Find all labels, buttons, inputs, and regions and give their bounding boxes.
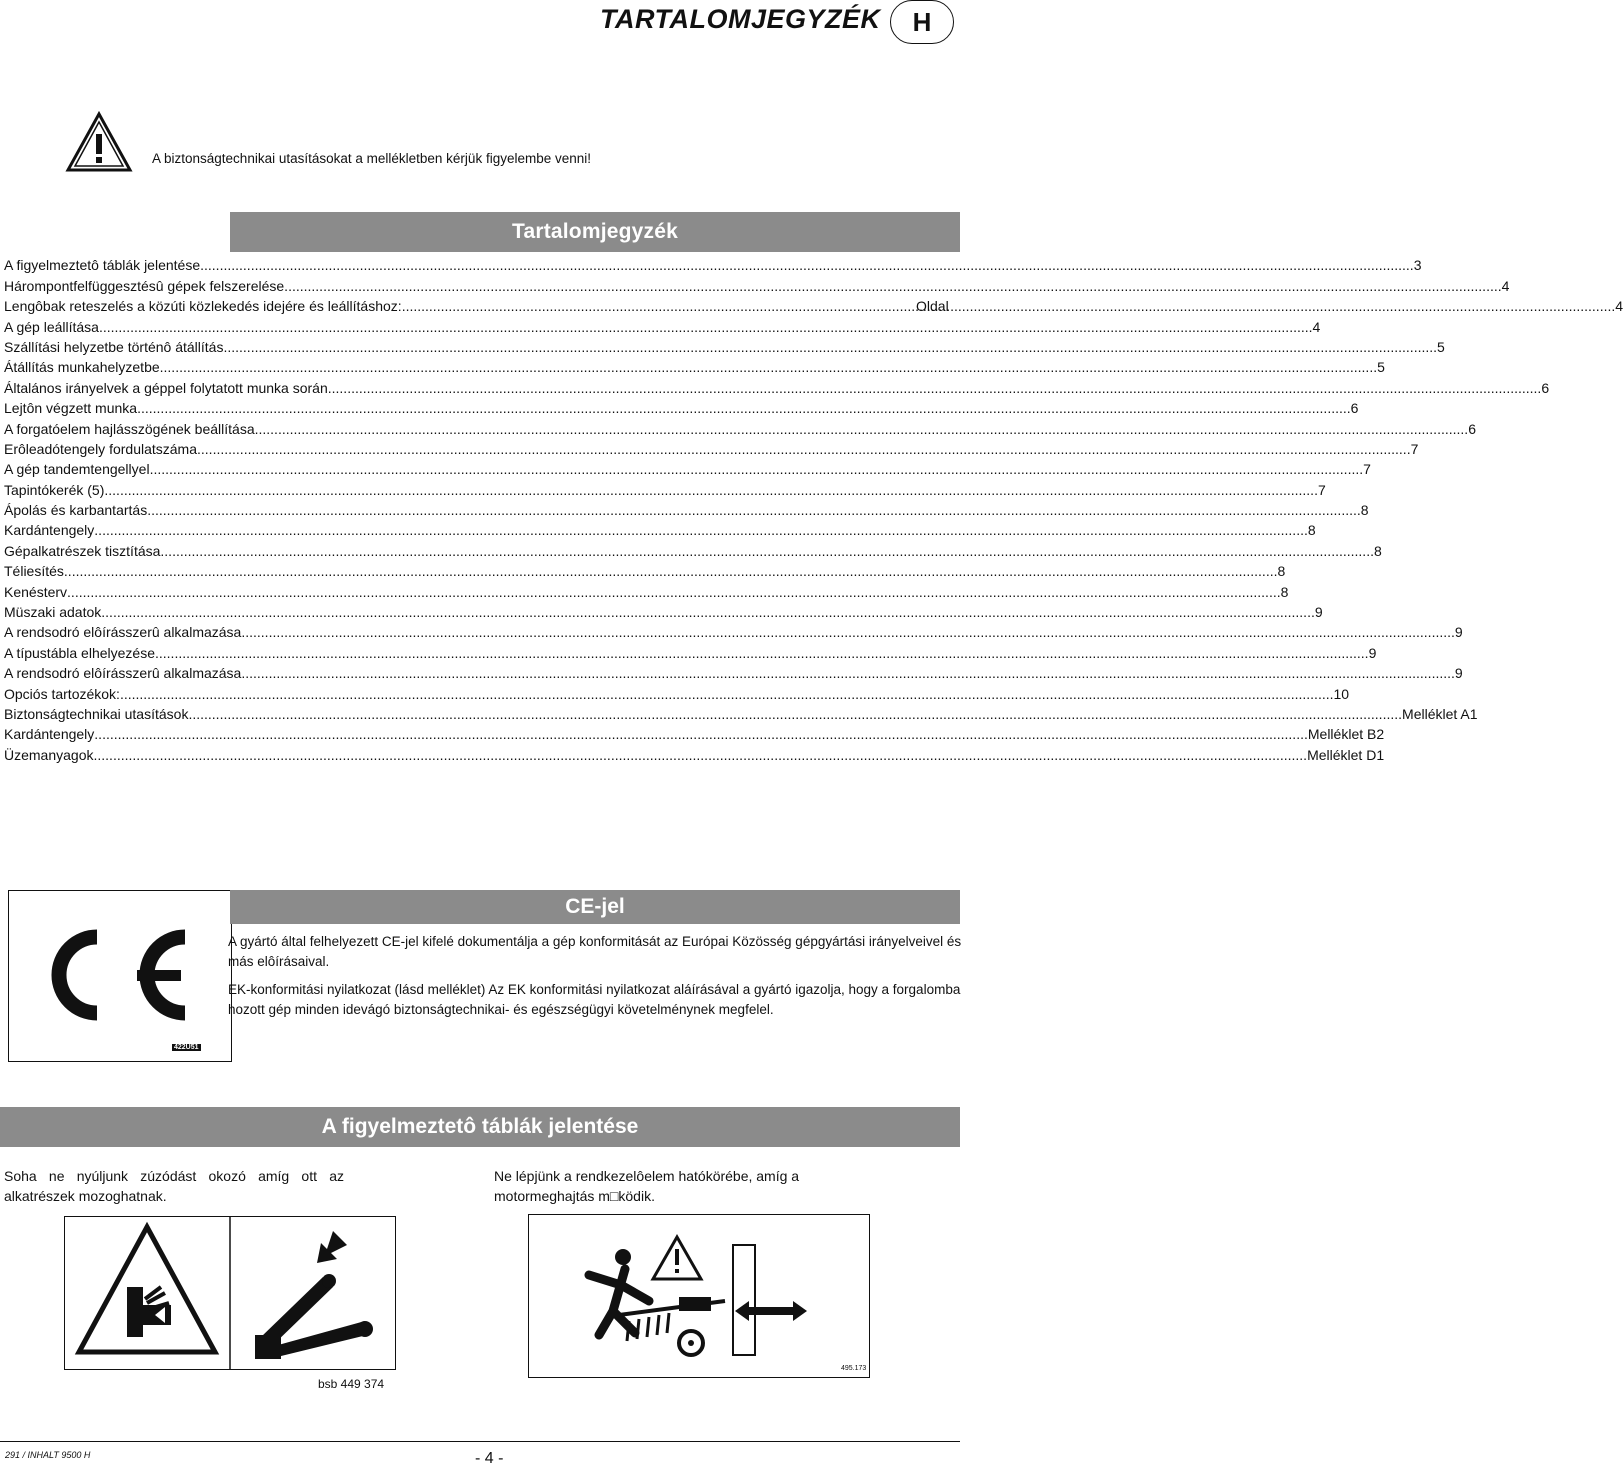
toc-entry-page: 6	[1541, 379, 1550, 396]
toc-entry-page: 6	[1350, 400, 1359, 417]
toc-entry-title: Kenésterv	[4, 583, 68, 600]
toc-entry-page: 5	[1377, 359, 1385, 376]
stay-clear-sign	[528, 1214, 870, 1378]
toc-entry	[4, 518, 1316, 539]
toc-entry-title: Üzemanyagok	[4, 746, 94, 763]
toc-entry-title: A rendsodró elôírásszerû alkalmazása	[4, 665, 242, 682]
toc-entry-page: 6	[1468, 420, 1476, 437]
toc-entry	[4, 416, 1476, 437]
toc-page-column-label: Oldal	[916, 298, 949, 314]
stay-clear-icon	[529, 1215, 869, 1377]
toc-entry-title: Átállítás munkahelyzetbe.	[4, 359, 164, 376]
toc-heading: Tartalomjegyzék	[230, 212, 960, 252]
toc-entry-title: Szállítási helyzetbe történô átállítás	[4, 338, 224, 355]
ce-paragraph-2: EK-konformitási nyilatkozat (lásd melléklet) Az EK konformitási nyilatkozat aláírásával a gyártó igazolja, hogy a forgalomba hozott gép minden idevágó biztonságtechnikai- és egészségügyi követelménynek megfelel.	[228, 982, 961, 1017]
toc-leader-dots	[104, 482, 1318, 498]
footer-doc-ref: 291 / INHALT 9500 H	[5, 1450, 91, 1460]
toc-entry	[4, 355, 1385, 376]
crush-hazard-icon	[65, 1217, 395, 1369]
toc-entry	[4, 640, 1377, 661]
toc-entry	[4, 661, 1463, 682]
ce-logo-code: 422U51	[174, 1044, 199, 1051]
toc-leader-dots	[150, 461, 1364, 477]
toc-entry-title: Hárompontfelfüggesztésû gépek felszerelése.	[4, 277, 289, 294]
toc-entry-page: 4	[1501, 277, 1510, 294]
toc-entry-page: 8	[1277, 563, 1286, 580]
toc-entry-page: 8	[1280, 583, 1289, 600]
toc-leader-dots	[94, 726, 1308, 742]
toc-leader-dots	[188, 706, 1402, 722]
toc-entry-page: 10	[1333, 685, 1350, 702]
toc-entry	[4, 253, 1422, 274]
warning-triangle-icon	[66, 112, 132, 172]
toc-entry	[4, 294, 1623, 315]
toc-leader-dots	[155, 645, 1369, 661]
toc-entry	[4, 498, 1369, 519]
toc-entry	[4, 273, 1510, 294]
toc-entry	[4, 437, 1419, 457]
toc-leader-dots	[64, 563, 1278, 579]
toc-entry-title: A gép leállítása	[4, 318, 99, 335]
toc-entry	[4, 579, 1289, 600]
toc-leader-dots	[160, 543, 1374, 559]
toc-entry	[4, 702, 1478, 722]
ce-logo-frame	[8, 890, 232, 1062]
toc-entry-page: 9	[1368, 644, 1377, 661]
toc-leader-dots	[402, 298, 1616, 314]
toc-leader-dots	[94, 747, 1308, 763]
toc-entry	[4, 335, 1445, 355]
toc-entry-title: Lejtôn végzett munka	[4, 400, 138, 417]
toc-leader-dots	[99, 319, 1313, 335]
page-title: TARTALOMJEGYZÉK	[600, 4, 881, 34]
toc-leader-dots	[94, 522, 1308, 538]
toc-entry-page: 8	[1360, 502, 1369, 519]
toc-entry-page: 7	[1363, 461, 1371, 478]
toc-entry-page: 5	[1437, 338, 1445, 355]
toc-entry-page: Melléklet A1	[1402, 705, 1478, 722]
toc-entry	[4, 457, 1371, 478]
toc-entry-page: Melléklet D1	[1307, 746, 1385, 763]
safety-note: A biztonságtechnikai utasításokat a mellékletben kérjük figyelembe venni!	[152, 151, 592, 166]
toc-entry	[4, 396, 1359, 417]
toc-entry-page: 4	[1615, 298, 1623, 315]
toc-entry-title: A rendsodró elôírásszerû alkalmazása	[4, 624, 242, 641]
toc-leader-dots	[137, 400, 1351, 416]
toc-entry-page: 9	[1454, 665, 1463, 682]
toc-leader-dots	[101, 604, 1315, 620]
sign2-code: 495.173	[841, 1365, 867, 1372]
toc-entry-page: 9	[1454, 624, 1463, 641]
toc-entry-page: 8	[1307, 522, 1316, 539]
footer-divider	[0, 1441, 960, 1442]
toc-entry-title: A típustábla elhelyezése	[4, 644, 155, 661]
toc-entry-page: 9	[1314, 604, 1323, 621]
toc-leader-dots	[241, 624, 1455, 640]
crush-hazard-sign	[64, 1216, 396, 1370]
toc-entry-title: Általános irányelvek a géppel folytatott munka során	[4, 379, 328, 396]
toc-entry-title: Biztonságtechnikai utasítások	[4, 705, 189, 722]
toc-entry-title: Opciós tartozékok:	[4, 685, 120, 702]
toc-entry	[4, 314, 1321, 335]
sign2-description: Ne lépjünk a rendkezelôelem hatókörébe, amíg a motormeghajtás m□ködik.	[494, 1168, 800, 1204]
toc-entry	[4, 559, 1286, 580]
toc-entry-title: Tapintókerék (5)	[4, 481, 105, 498]
toc-leader-dots	[241, 665, 1455, 681]
toc-leader-dots	[67, 584, 1281, 600]
sign1-code: bsb 449 374	[318, 1377, 385, 1391]
ce-heading: CE-jel	[230, 890, 960, 924]
toc-entry	[4, 538, 1382, 559]
toc-entry-page: 4	[1312, 318, 1321, 335]
toc-entry-title: A forgatóelem hajlásszögének beállítása	[4, 420, 255, 437]
toc-entry-page: Melléklet B2	[1307, 726, 1385, 743]
toc-entry-title: Téliesítés	[4, 563, 64, 580]
toc-list	[4, 253, 1623, 763]
toc-leader-dots	[164, 359, 1378, 375]
language-badge: H	[890, 0, 954, 44]
ce-paragraph-1: A gyártó által felhelyezett CE-jel kifelé dokumentálja a gép konformitását az Európai Közösség gépgyártási irányelveivel és más elôírásaival.	[228, 934, 962, 969]
toc-leader-dots	[288, 278, 1502, 294]
toc-leader-dots	[147, 502, 1361, 518]
ce-mark-icon	[9, 891, 231, 1061]
toc-entry-title: Kardántengely	[4, 522, 95, 539]
toc-entry	[4, 375, 1550, 396]
toc-leader-dots	[200, 257, 1414, 273]
footer-page-number: - 4 -	[475, 1450, 504, 1467]
toc-entry-title: Müszaki adatok	[4, 604, 102, 621]
warning-signs-heading: A figyelmeztetô táblák jelentése	[0, 1107, 960, 1147]
toc-leader-dots	[197, 441, 1411, 457]
toc-entry-title: Kardántengely	[4, 726, 95, 743]
toc-entry-page: 7	[1410, 440, 1419, 457]
toc-leader-dots	[328, 380, 1542, 396]
toc-entry-title: A gép tandemtengellyel	[4, 461, 150, 478]
toc-entry	[4, 477, 1326, 498]
toc-entry	[4, 600, 1323, 621]
toc-leader-dots	[223, 339, 1437, 355]
toc-leader-dots	[120, 686, 1334, 702]
toc-entry	[4, 681, 1350, 702]
toc-entry-page: 3	[1413, 257, 1422, 274]
toc-entry-title: Erôleadótengely fordulatszáma	[4, 440, 198, 457]
toc-entry	[4, 620, 1463, 641]
toc-entry-title: A figyelmeztetô táblák jelentése	[4, 257, 201, 274]
toc-entry-title: Gépalkatrészek tisztítása	[4, 542, 161, 559]
sign1-description: Soha ne nyúljunk zúzódást okozó amíg ott az alkatrészek mozoghatnak.	[4, 1168, 344, 1204]
toc-entry-title: Lengôbak reteszelés a közúti közlekedés idejére és leállításhoz:	[4, 298, 402, 315]
toc-entry-page: 7	[1317, 481, 1326, 498]
toc-leader-dots	[255, 421, 1469, 437]
toc-entry	[4, 742, 1385, 763]
toc-entry	[4, 722, 1385, 743]
toc-entry-page: 8	[1373, 542, 1382, 559]
toc-entry-title: Ápolás és karbantartás	[4, 502, 148, 519]
